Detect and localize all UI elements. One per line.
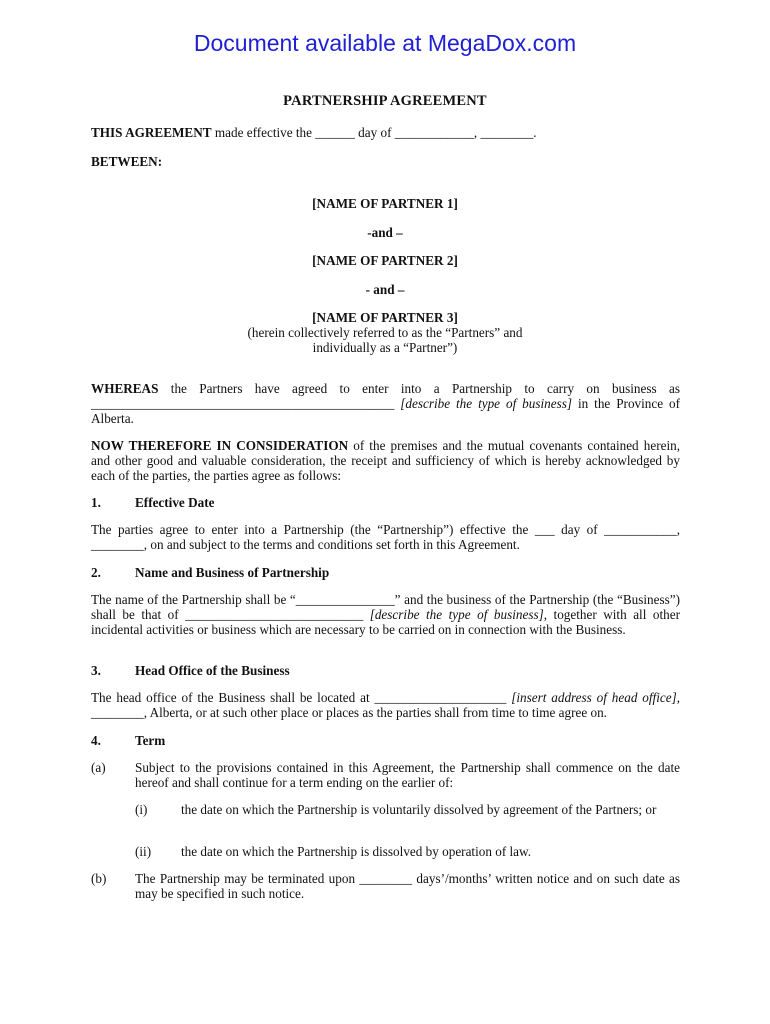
- section-4-number: 4.: [91, 733, 101, 748]
- section-4-heading: [91, 733, 165, 749]
- and-separator-2: - and –: [365, 282, 405, 297]
- and-separator-1: -and –: [367, 225, 403, 240]
- whereas-clause: [91, 381, 680, 426]
- section-1-number: 1.: [91, 495, 101, 510]
- now-therefore-bold: NOW THEREFORE IN CONSIDERATION: [91, 438, 349, 453]
- section-4-title: Term: [135, 733, 166, 748]
- partner-1: [NAME OF PARTNER 1]: [312, 196, 458, 211]
- section-2-text-1: The name of the Partnership shall be “_______________” and the business of the Partnership (the “Business”) shall be that of ___________________________: [91, 592, 680, 622]
- now-therefore-text: of the premises and the mutual covenants contained herein, and other good and valuable consideration, the receipt and sufficiency of which is hereby acknowledged by each of the parties, the parties agree as follows:: [91, 438, 680, 483]
- intro-line: [91, 125, 680, 140]
- section-3-heading: [91, 663, 290, 679]
- section-2-italic: [describe the type of business]: [369, 607, 544, 622]
- clause-i-label: (i): [135, 802, 148, 817]
- section-1-title: Effective Date: [135, 495, 215, 510]
- section-3-body: [91, 690, 680, 720]
- whereas-text-2: in the Province of Alberta.: [91, 396, 681, 426]
- section-3-text-1: The head office of the Business shall be located at ____________________: [91, 690, 512, 705]
- megadox-banner[interactable]: Document available at MegaDox.com: [193, 30, 577, 56]
- clause-ii-label: (ii): [135, 844, 152, 859]
- intro-bold: THIS AGREEMENT: [91, 125, 212, 140]
- now-therefore-clause: [91, 438, 680, 483]
- whereas-italic: [describe the type of business]: [400, 396, 573, 411]
- section-2-body: [91, 592, 680, 637]
- partners-note-line-1: (herein collectively referred to as the “Partners” and: [247, 325, 523, 340]
- section-3-title: Head Office of the Business: [135, 663, 290, 678]
- clause-a-label: (a): [91, 760, 106, 775]
- partner-2: [NAME OF PARTNER 2]: [312, 253, 458, 268]
- clause-i-text: the date on which the Partnership is voluntarily dissolved by agreement of the Partners; or: [181, 802, 657, 817]
- whereas-text-1: the Partners have agreed to enter into a Partnership to carry on business as ______________________________________________: [91, 381, 680, 411]
- section-2-heading: [91, 565, 329, 581]
- document-title: PARTNERSHIP AGREEMENT: [283, 93, 487, 109]
- clause-ii-text: the date on which the Partnership is dissolved by operation of law.: [181, 844, 532, 859]
- section-3-text-2: , ________, Alberta, or at such other place or places as the parties shall from time to time agree on.: [91, 690, 680, 720]
- clause-b-label: (b): [91, 871, 107, 886]
- whereas-bold: WHEREAS: [91, 381, 159, 396]
- section-2-text-2: , together with all other incidental activities or business which are necessary to be carried on in connection with the Business.: [91, 607, 680, 637]
- section-3-number: 3.: [91, 663, 101, 678]
- clause-a-text: Subject to the provisions contained in this Agreement, the Partnership shall commence on the date hereof and shall continue for a term ending on the earlier of:: [135, 760, 680, 790]
- partner-3: [NAME OF PARTNER 3]: [312, 310, 458, 325]
- intro-text: made effective the ______ day of ____________, ________.: [211, 125, 537, 140]
- between-text: BETWEEN:: [91, 154, 163, 169]
- section-1-heading: [91, 495, 214, 511]
- section-3-italic: [insert address of head office]: [511, 690, 677, 705]
- clause-b-text: The Partnership may be terminated upon ________ days’/months’ written notice and on such date as may be specified in such notice.: [135, 871, 680, 901]
- section-2-number: 2.: [91, 565, 101, 580]
- section-1-body: The parties agree to enter into a Partnership (the “Partnership”) effective the ___ day of ___________, ________, on and subject to the terms and conditions set forth in this Agreement.: [91, 522, 680, 552]
- section-2-title: Name and Business of Partnership: [135, 565, 330, 580]
- between-label: [91, 154, 680, 169]
- partners-note-line-2: individually as a “Partner”): [312, 340, 458, 355]
